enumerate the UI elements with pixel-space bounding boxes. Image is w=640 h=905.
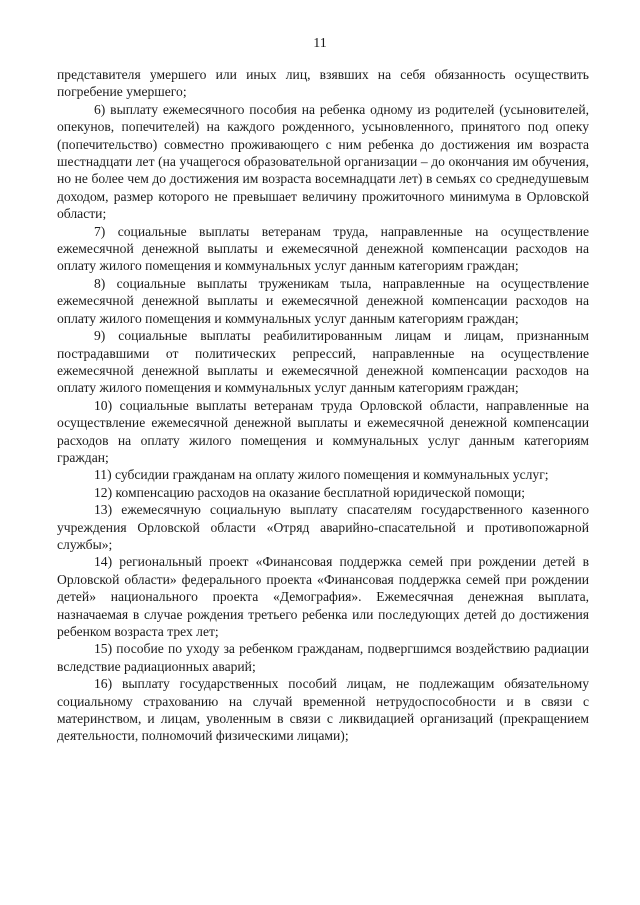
paragraph-continuation: представителя умершего или иных лиц, взявших на себя обязанность осуществить погребение умершего;: [57, 67, 589, 100]
page-number: 11: [313, 36, 327, 51]
paragraph-item-7: 7) социальные выплаты ветеранам труда, направленные на осуществление ежемесячной денежной выплаты и ежемесячной денежной компенсации расходов на оплату жилого помещения и коммунальных услуг данным категориям граждан;: [57, 223, 589, 274]
document-body: [57, 66, 589, 745]
paragraph-item-12: 12) компенсацию расходов на оказание бесплатной юридической помощи;: [94, 484, 526, 500]
paragraph-item-15: 15) пособие по уходу за ребенком гражданам, подвергшимся воздействию радиации вследствие радиационных аварий;: [57, 641, 589, 674]
paragraph-item-6: 6) выплату ежемесячного пособия на ребенка одному из родителей (усыновителей, опекунов, попечителей) на каждого рожденного, усыновленного, принятого под опеку (попечительство) совместно проживающего с ним ребенка до достижения им возраста шестнадцати лет (на учащегося образовательной организации – до окончания им обучения, но не более чем до достижения им возраста восемнадцати лет) в семьях со среднедушевым доходом, размер которого не превышает величину прожиточного минимума в Орловской области;: [57, 101, 589, 222]
paragraph-item-9: 9) социальные выплаты реабилитированным лицам и лицам, признанным пострадавшими от политических репрессий, направленные на осуществление ежемесячной денежной выплаты и ежемесячной денежной компенсации расходов на оплату жилого помещения и коммунальных услуг данным категориям граждан;: [57, 328, 589, 396]
paragraph-item-11: 11) субсидии гражданам на оплату жилого помещения и коммунальных услуг;: [94, 467, 549, 483]
paragraph-item-10: 10) социальные выплаты ветеранам труда Орловской области, направленные на осуществление ежемесячной денежной выплаты и ежемесячной денежной компенсации расходов на оплату жилого помещения и коммунальных услуг данным категориям граждан;: [57, 397, 589, 465]
paragraph-item-8: 8) социальные выплаты труженикам тыла, направленные на осуществление ежемесячной денежной выплаты и ежемесячной денежной компенсации расходов на оплату жилого помещения и коммунальных услуг данным категориям граждан;: [57, 275, 589, 326]
paragraph-item-16: 16) выплату государственных пособий лицам, не подлежащим обязательному социальному страхованию на случай временной нетрудоспособности и в связи с материнством, и лицам, уволенным в связи с ликвидацией организаций (прекращением деятельности, полномочий физическими лицами);: [57, 676, 589, 744]
paragraph-item-14: 14) региональный проект «Финансовая поддержка семей при рождении детей в Орловской области» федерального проекта «Финансовая поддержка семей при рождении детей» национального проекта «Демография». Ежемесячная денежная выплата, назначаемая в случае рождения третьего ребенка или последующих детей до достижения ребенком возраста трех лет;: [57, 554, 589, 639]
paragraph-item-13: 13) ежемесячную социальную выплату спасателям государственного казенного учреждения Орловской области «Отряд аварийно-спасательной и противопожарной службы»;: [57, 502, 589, 552]
